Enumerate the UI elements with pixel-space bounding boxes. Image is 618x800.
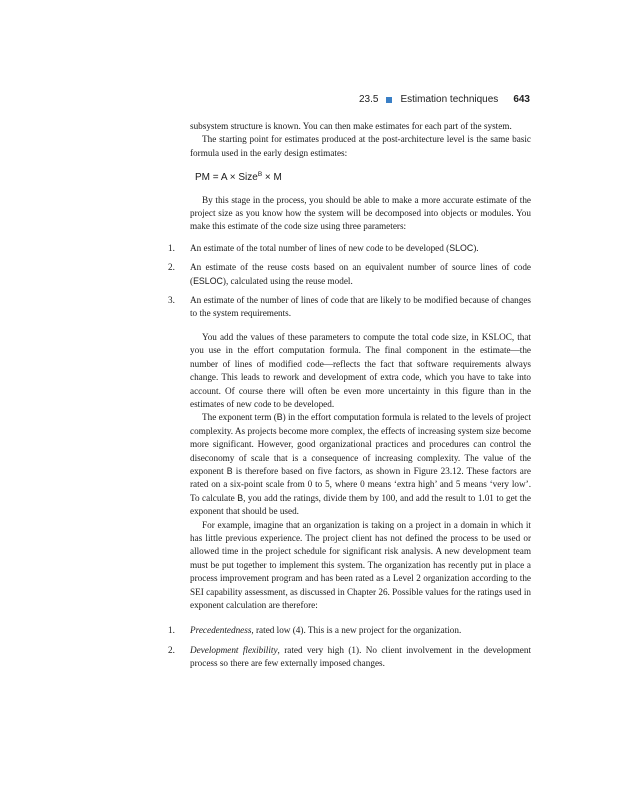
rating-factor: Precedentedness <box>190 625 252 636</box>
list-number: 2. <box>168 262 175 273</box>
list-number: 2. <box>168 644 175 655</box>
p5-text-a: The exponent term ( <box>202 412 277 423</box>
paragraph-2: The starting point for estimates produced at the post-architecture level is the same basic formula used in the early design estimates: <box>190 134 531 158</box>
list-term: ESLOC <box>193 275 223 286</box>
formula-rhs: × M <box>262 172 282 184</box>
list-term: SLOC <box>449 242 474 253</box>
list-item <box>168 644 531 671</box>
p5-term-b3: B <box>237 492 244 503</box>
rating-text: , rated very high (1). No client involvement in the development process so there are few externally imposed changes. <box>190 644 531 669</box>
list-text: An estimate of the reuse costs based on an equivalent number of source lines of code ( <box>190 262 531 286</box>
page-number: 643 <box>513 94 530 105</box>
section-number: 23.5 <box>359 94 379 105</box>
paragraph-4: You add the values of these parameters to compute the total code size, in KSLOC, that you use in the effort computation formula. The final component in the estimate—the number of lines of modified code—reflects the fact that software requirements always change. This leads to rework and development of extra code, which you have to take into account. Of course there will often be even more uncertainty in this figure than in the estimates of new code to be developed. <box>190 331 531 409</box>
formula-exponent: B <box>257 171 263 179</box>
p5-text-g: , you add the ratings, divide them by 100, and add the result to 1.01 to get the exponent that should be used. <box>190 492 531 517</box>
p5-term-b2: B <box>226 465 233 476</box>
rating-factor: Development flexibility <box>190 644 278 655</box>
body-text <box>168 120 532 681</box>
paragraph-5 <box>190 411 531 518</box>
rating-text: , rated low (4). This is a new project for the organization. <box>251 625 462 636</box>
list-number: 3. <box>168 295 175 306</box>
paragraph-6: For example, imagine that an organization is taking on a project in a domain in which it has little previous experience. The project client has not defined the process to be used or allowed time in the project schedule for significant risk analysis. A new development team must be put together to implement this system. The organization has recently put in place a process improvement program and has been rated as a Level 2 organization according to the SEI capability assessment, as discussed in Chapter 26. Possible values for the ratings used in exponent calculation are therefore: <box>190 519 531 610</box>
p5-text-e: is therefore based on five factors, as shown in Figure 23.12. These factors are rated on a six-point scale from 0 to 5, where 0 means ‘extra high’ and 5 means ‘very low’. To calculate <box>190 465 531 503</box>
p5-term-b1: B <box>276 412 283 423</box>
list-item <box>168 294 531 321</box>
list-number: 1. <box>168 625 175 636</box>
list-text: An estimate of the number of lines of code that are likely to be modified because of changes to the system requirements. <box>190 295 531 319</box>
list-text: An estimate of the total number of lines of new code to be developed ( <box>190 242 450 253</box>
list-item <box>168 242 531 255</box>
paragraph-3: By this stage in the process, you should be able to make a more accurate estimate of the project size as you know how the system will be decomposed into objects or modules. You make this estimate of the code size using three parameters: <box>190 194 531 232</box>
parameter-list <box>168 242 531 321</box>
paragraph-1: subsystem structure is known. You can then make estimates for each part of the system. <box>190 121 512 131</box>
list-number: 1. <box>168 242 175 253</box>
list-text-end: ), calculated using the reuse model. <box>222 275 353 286</box>
formula-lhs: PM = A × Size <box>195 172 258 184</box>
section-title: Estimation techniques <box>400 94 499 105</box>
list-item <box>168 261 531 288</box>
effort-formula <box>195 168 531 184</box>
running-header <box>359 94 530 105</box>
list-text-end: ). <box>473 242 479 253</box>
square-bullet-icon <box>386 97 392 103</box>
ratings-list <box>168 624 531 670</box>
p5-text-c: ) in the effort computation formula is related to the levels of project complexity. As projects become more complex, the effects of increasing system size become more significant. However, good organizational practices and procedures can control the diseconomy of scale that is a consequence of increasing complexity. The value of the exponent <box>190 412 532 476</box>
list-item <box>168 624 531 637</box>
